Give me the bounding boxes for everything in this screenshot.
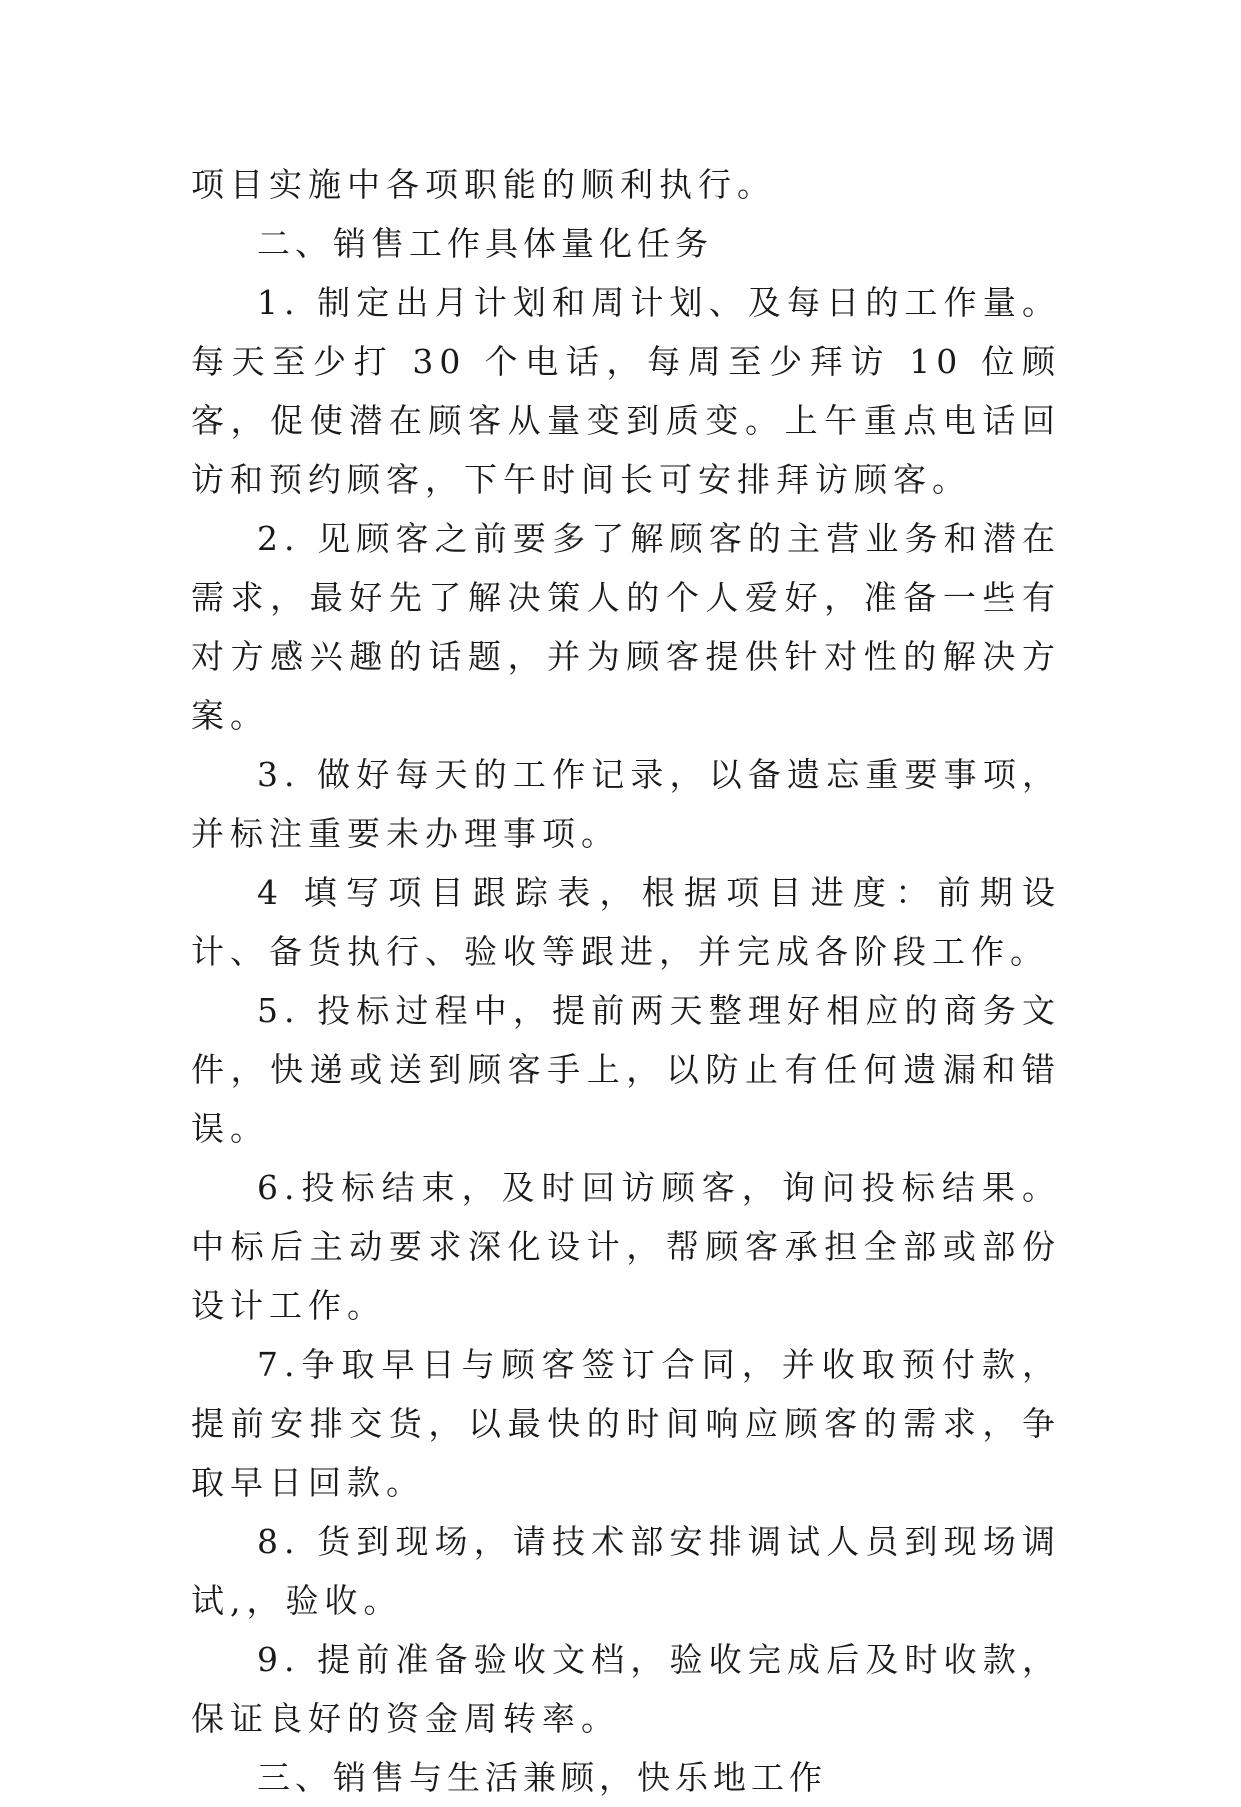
list-item-5: 5. 投标过程中，提前两天整理好相应的商务文件，快递或送到顾客手上，以防止有任何遗漏和错误。: [191, 991, 1061, 1148]
list-item-8: 8. 货到现场，请技术部安排调试人员到现场调试,，验收。: [191, 1522, 1061, 1620]
list-item-4: 4 填写项目跟踪表，根据项目进度：前期设计、备货执行、验收等跟进，并完成各阶段工作。: [191, 873, 1061, 971]
list-item-7: 7.争取早日与顾客签订合同，并收取预付款，提前安排交货，以最快的时间响应顾客的需求，争取早日回款。: [191, 1345, 1061, 1502]
list-item-1: 1. 制定出月计划和周计划、及每日的工作量。每天至少打 30 个电话，每周至少拜访 10 位顾客，促使潜在顾客从量变到质变。上午重点电话回访和预约顾客，下午时间长可安排拜访顾客。: [191, 283, 1061, 499]
list-item-3: 3. 做好每天的工作记录，以备遗忘重要事项，并标注重要未办理事项。: [191, 755, 1061, 853]
section-heading-3: 三、销售与生活兼顾，快乐地工作: [257, 1758, 827, 1797]
section-heading-2: 二、销售工作具体量化任务: [257, 224, 713, 263]
list-item-9: 9. 提前准备验收文档，验收完成后及时收款，保证良好的资金周转率。: [191, 1640, 1061, 1738]
paragraph-continuation: 项目实施中各项职能的顺利执行。: [191, 165, 776, 204]
list-item-6: 6.投标结束，及时回访顾客，询问投标结果。中标后主动要求深化设计，帮顾客承担全部或部份设计工作。: [191, 1168, 1061, 1325]
list-item-2: 2. 见顾客之前要多了解顾客的主营业务和潜在需求，最好先了解决策人的个人爱好，准备一些有对方感兴趣的话题，并为顾客提供针对性的解决方案。: [191, 519, 1061, 735]
document-body: [191, 155, 1061, 1807]
